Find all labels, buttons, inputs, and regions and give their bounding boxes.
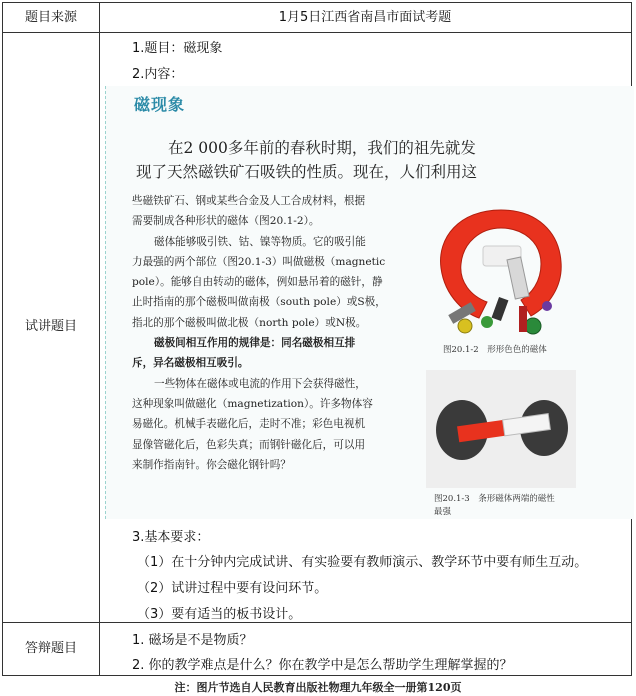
question-table xyxy=(2,2,632,676)
row-divider xyxy=(3,32,631,33)
figure1-caption: 图20.1-2 形形色色的磁体 xyxy=(443,345,547,355)
figure2-caption: 最强 xyxy=(434,507,452,517)
ring-magnet xyxy=(481,316,493,328)
defense-question: 1. 磁场是不是物质？ xyxy=(132,633,253,648)
ring-magnet xyxy=(458,319,472,333)
bar-magnet-filings-figure xyxy=(426,370,576,488)
excerpt-body-line: 斥，异名磁极相互吸引。 xyxy=(132,357,249,370)
excerpt-body-line: 指北的那个磁极叫做北极（north pole）或N极。 xyxy=(132,316,367,329)
excerpt-body-line: 力最强的两个部位（图20.1-3）叫做磁极（magnetic xyxy=(132,255,386,268)
bar-magnet xyxy=(507,257,529,299)
requirement-item: （1）在十分钟内完成试讲、有实验要有教师演示、教学环节中要有师生互动。 xyxy=(137,555,588,570)
excerpt-body xyxy=(132,191,422,475)
excerpt-body-line: 磁极间相互作用的规律是：同名磁极相互排 xyxy=(154,337,356,350)
ring-magnet xyxy=(525,318,541,334)
source-label: 题目来源 xyxy=(24,10,77,25)
excerpt-body-line: 这种现象叫做磁化（magnetization）。许多物体容 xyxy=(132,397,373,410)
figure2-caption: 图20.1-3 条形磁体两端的磁性 xyxy=(434,494,555,504)
requirements-title: 3.基本要求： xyxy=(132,530,210,545)
footnote: 注：图片节选自人民教育出版社物理九年级全一册第120页 xyxy=(174,681,462,694)
ring-magnet xyxy=(542,301,552,311)
excerpt-body-line: 磁体能够吸引铁、钴、镍等物质。它的吸引能 xyxy=(154,235,366,248)
excerpt-body-line: 些磁铁矿石、钢或某些合金及人工合成材料，根据 xyxy=(132,195,366,207)
excerpt-body-line: 需要制成各种形状的磁体（图20.1-2）。 xyxy=(132,215,320,228)
excerpt-intro-line: 现了天然磁铁矿石吸铁的性质。现在，人们利用这 xyxy=(136,163,478,181)
requirement-item: （3）要有适当的板书设计。 xyxy=(137,607,302,622)
defense-question: 2. 你的教学难点是什么？你在教学中是怎么帮助学生理解掌握的？ xyxy=(132,658,513,673)
textbook-excerpt xyxy=(105,86,634,519)
excerpt-title: 磁现象 xyxy=(134,95,186,114)
bar-magnet xyxy=(492,297,509,321)
source-value: 1月5日江西省南昌市面试考题 xyxy=(278,10,452,25)
excerpt-body-line: 来制作指南针。你会磁化钢针吗？ xyxy=(132,458,291,471)
column-divider xyxy=(99,3,100,675)
row-divider xyxy=(3,622,631,623)
excerpt-body-line: 一些物体在磁体或电流的作用下会获得磁性， xyxy=(154,377,366,390)
excerpt-body-line: 止时指南的那个磁极叫做南极（south pole）或S极， xyxy=(132,296,386,309)
defense-label: 答辩题目 xyxy=(24,641,77,656)
content-line: 2.内容： xyxy=(132,67,184,82)
colorful-magnets-figure xyxy=(431,198,571,346)
lecture-label: 试讲题目 xyxy=(24,319,77,334)
bar-magnet xyxy=(519,306,527,332)
excerpt-body-line: 易磁化。机械手表磁化后，走时不准；彩色电视机 xyxy=(132,418,366,431)
excerpt-body-line: pole）。能够自由转动的磁体，例如悬吊着的磁针，静 xyxy=(132,276,383,289)
requirement-item: （2）试讲过程中要有设问环节。 xyxy=(137,581,328,596)
topic-line: 1.题目：磁现象 xyxy=(132,41,223,56)
excerpt-body-line: 显像管磁化后，色彩失真；而钢针磁化后，可以用 xyxy=(132,438,366,451)
excerpt-intro-line: 在2 000多年前的春秋时期，我们的祖先就发 xyxy=(168,139,476,157)
